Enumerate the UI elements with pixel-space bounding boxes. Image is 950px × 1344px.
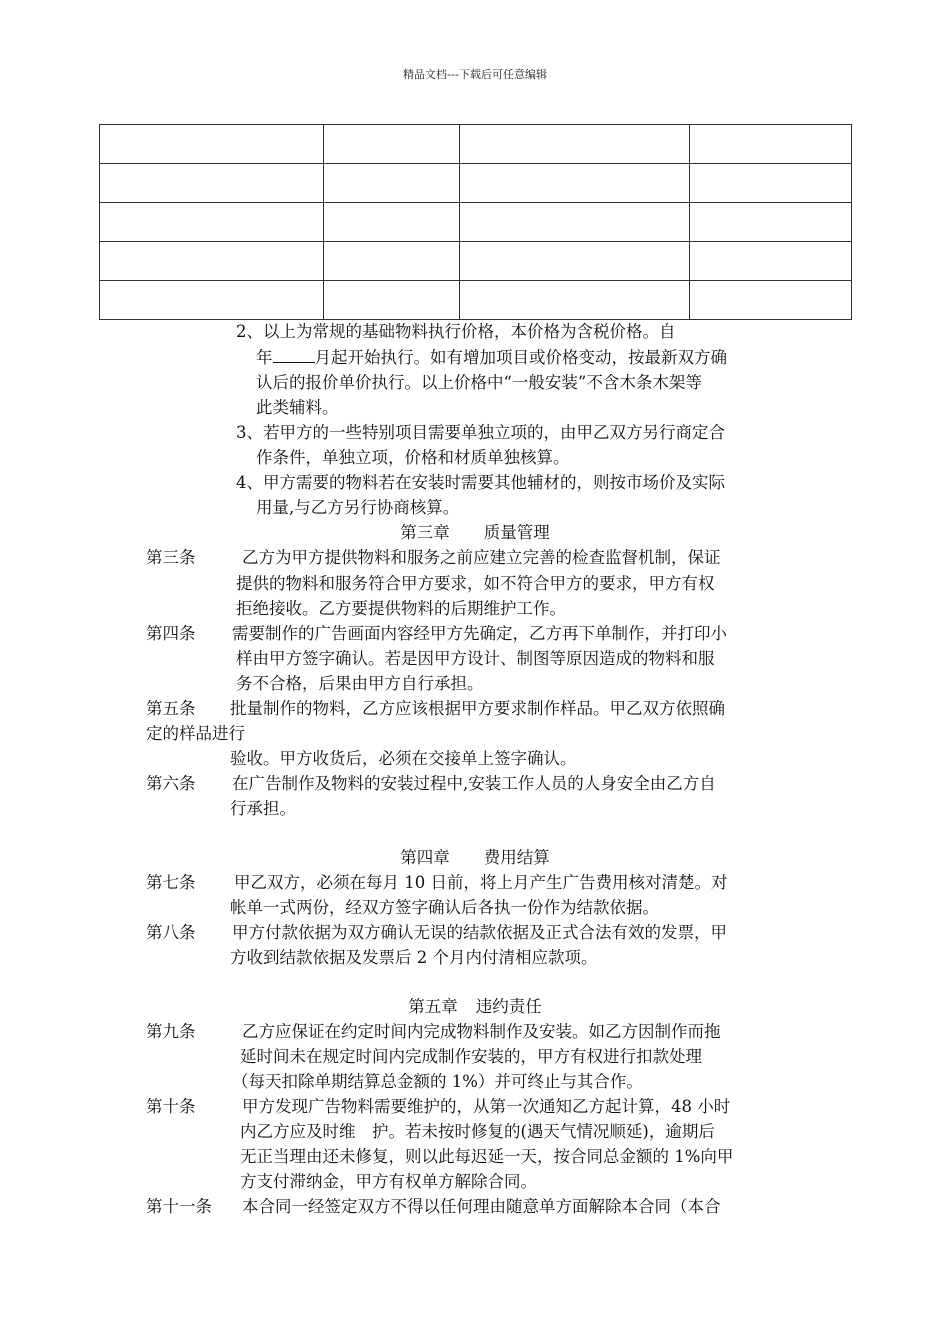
- item-4-line-2: 用量,与乙方另行协商核算。: [256, 498, 460, 517]
- article-8-line-1: 甲方付款依据为双方确认无误的结款依据及正式合法有效的发票，甲: [232, 923, 727, 942]
- article-3-line-1: 乙方为甲方提供物料和服务之前应建立完善的检查监督机制，保证: [242, 548, 721, 567]
- article-5-line-1: 批量制作的物料，乙方应该根据甲方要求制作样品。甲乙双方依照确: [230, 699, 725, 718]
- article-9-line-3: （每天扣除单期结算总金额的 1%）并可终止与其合作。: [232, 1072, 643, 1091]
- table-cell: [460, 125, 690, 164]
- table-cell: [324, 242, 460, 281]
- article-3-line-2: 提供的物料和服务符合甲方要求，如不符合甲方的要求，甲方有权: [236, 574, 715, 593]
- article-3-line-3: 拒绝接收。乙方要提供物料的后期维护工作。: [236, 599, 566, 618]
- table-row: [100, 203, 852, 242]
- chapter-3-heading: [0, 521, 950, 545]
- table-cell: [324, 125, 460, 164]
- article-5-label: 第五条: [146, 699, 196, 718]
- chapter-4-heading: [0, 846, 950, 870]
- table-cell: [690, 164, 852, 203]
- article-10-line-4: 方支付滞纳金，甲方有权单方解除合同。: [240, 1172, 537, 1191]
- table-row: [100, 125, 852, 164]
- article-6-label: 第六条: [146, 774, 196, 793]
- table-cell: [100, 203, 324, 242]
- article-6-line-2: 行承担。: [230, 799, 296, 818]
- article-9-label: 第九条: [146, 1022, 196, 1041]
- table-cell: [690, 125, 852, 164]
- article-10-line-2: 内乙方应及时维 护。若未按时修复的(遇天气情况顺延)，逾期后: [240, 1122, 715, 1141]
- month-blank: [273, 346, 315, 363]
- article-6-line-1: 在广告制作及物料的安装过程中,安装工作人员的人身安全由乙方自: [232, 774, 716, 793]
- article-11-line-1: 本合同一经签定双方不得以任何理由随意单方面解除本合同（本合: [242, 1197, 721, 1216]
- chapter-title: 质量管理: [483, 523, 550, 542]
- article-5-line-2: 定的样品进行: [146, 724, 245, 743]
- article-8-line-2: 方收到结款依据及发票后 2 个月内付清相应款项。: [230, 948, 598, 967]
- article-11-label: 第十一条: [146, 1197, 212, 1216]
- article-4-label: 第四条: [146, 624, 196, 643]
- article-9-line-2: 延时间未在规定时间内完成制作安装的，甲方有权进行扣款处理: [240, 1047, 702, 1066]
- chapter-number: 第三章: [400, 523, 450, 542]
- item-2-line-3: 认后的报价单价执行。以上价格中“一般安装”不含木条木架等: [256, 373, 702, 392]
- table-row: [100, 281, 852, 320]
- item-3-line-1: 3、若甲方的一些特别项目需要单独立项的，由甲乙双方另行商定合: [236, 423, 725, 442]
- item-2-line-4: 此类辅料。: [256, 398, 339, 417]
- article-7-label: 第七条: [146, 873, 196, 892]
- item-2-line-2-post: 月起开始执行。如有增加项目或价格变动，按最新双方确: [314, 348, 727, 367]
- item-2-line-2-pre: 年: [256, 348, 273, 367]
- item-3-line-2: 作条件，单独立项，价格和材质单独核算。: [256, 448, 570, 467]
- item-2-line-1: 2、以上为常规的基础物料执行价格，本价格为含税价格。自: [236, 322, 676, 341]
- chapter-title: 费用结算: [483, 848, 550, 867]
- article-9-line-1: 乙方应保证在约定时间内完成物料制作及安装。如乙方因制作而拖: [242, 1022, 721, 1041]
- table-cell: [324, 281, 460, 320]
- article-10-line-1: 甲方发现广告物料需要维护的，从第一次通知乙方起计算，48 小时: [242, 1097, 731, 1116]
- table-cell: [690, 203, 852, 242]
- article-5-line-3: 验收。甲方收货后，必须在交接单上签字确认。: [230, 749, 577, 768]
- table-cell: [460, 164, 690, 203]
- table-cell: [460, 281, 690, 320]
- table-cell: [324, 203, 460, 242]
- table-row: [100, 164, 852, 203]
- price-table: [99, 124, 852, 320]
- article-4-line-1: 需要制作的广告画面内容经甲方先确定，乙方再下单制作，并打印小: [232, 624, 727, 643]
- chapter-number: 第四章: [400, 848, 450, 867]
- page-header: 精品文档---下载后可任意编辑: [403, 68, 547, 81]
- table-cell: [100, 242, 324, 281]
- table-cell: [324, 164, 460, 203]
- table-row: [100, 242, 852, 281]
- table-cell: [460, 242, 690, 281]
- article-4-line-3: 务不合格，后果由甲方自行承担。: [236, 674, 484, 693]
- table-cell: [690, 242, 852, 281]
- article-10-line-3: 无正当理由还未修复，则以此每迟延一天，按合同总金额的 1%向甲: [240, 1147, 734, 1166]
- table-cell: [460, 203, 690, 242]
- article-8-label: 第八条: [146, 923, 196, 942]
- item-2-line-2: [256, 346, 727, 370]
- article-4-line-2: 样由甲方签字确认。若是因甲方设计、制图等原因造成的物料和服: [236, 649, 715, 668]
- chapter-title: 违约责任: [475, 997, 542, 1016]
- table-cell: [100, 125, 324, 164]
- article-10-label: 第十条: [146, 1097, 196, 1116]
- table-cell: [100, 164, 324, 203]
- article-7-line-1: 甲乙双方，必须在每月 10 日前，将上月产生广告费用核对清楚。对: [234, 873, 728, 892]
- article-7-line-2: 帐单一式两份，经双方签字确认后各执一份作为结款依据。: [230, 898, 659, 917]
- article-3-label: 第三条: [146, 548, 196, 567]
- item-4-line-1: 4、甲方需要的物料若在安装时需要其他辅材的，则按市场价及实际: [236, 473, 725, 492]
- chapter-5-heading: [0, 995, 950, 1019]
- table-cell: [100, 281, 324, 320]
- chapter-number: 第五章: [408, 997, 458, 1016]
- table-cell: [690, 281, 852, 320]
